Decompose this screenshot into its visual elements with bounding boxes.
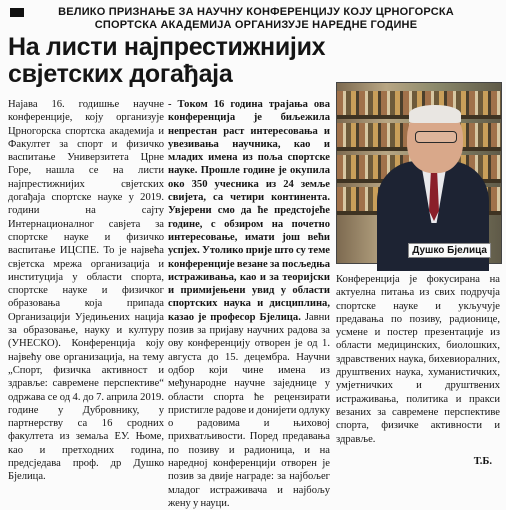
- headline: На листи најпрестижнијих свјетских догађаја: [8, 33, 326, 88]
- kicker: ВЕЛИКО ПРИЗНАЊЕ ЗА НАУЧНУ КОНФЕРЕНЦИЈУ КОЈУ ЦРНОГОРСКА СПОРТСКА АКАДЕМИЈА ОРГАНИЗУЈЕ НАРЕДНЕ ГОДИНЕ: [58, 6, 454, 31]
- article-column-2: [168, 98, 330, 509]
- portrait-photo: [336, 82, 502, 264]
- article-column-1: Најава 16. годишње научне конференције, коју организује Црногорска спортска академија и Факултет за спорт и физичко васпитање Универзитета Црне Горе, нашла се на листи најпрестижнијих свјетских догађаја спортске науке у 2019. години на сајту Интернационалног савјета за спортске науке и физичко васпитање ИЦСПЕ. То је највећа свјетска мрежа организација и институција у области спорта, спортске науке и физичког образовања која припада Организацији Уједињених нација за образовање, науку и културу (УНЕСКО). Конференција коју највећу ове организација, на тему „Спорт, физичка активност и здравље: савремене перспективе“ одржава се од 4. до 7. априла 2019. године у Дубровнику, у партнерству са 16 сродних факултета из земаља ЕУ. Њоме, као и претходних година, предсједава проф. др Душко Бјелица.: [8, 99, 164, 483]
- kicker-rule: [10, 8, 24, 17]
- quote-paragraph: - Током 16 година трајања ова конференција је биљежила непрестан раст интересовања и увезивања научника, као и младих имена из поља спортске науке. Прошле године је окупила око 350 учесника из 24 земље свијета, са четири континента. Увјерени смо да ће предстојеће године, с обзиром на почетно интересовање, имати још већи успјех. Утолико прије што су теме конференције везане за посљедња истраживања, као и за теоријски и примијењени увид у области спортских наука и дисциплина, казао је професор Бјелица.: [168, 99, 330, 323]
- article-column-3: Конференција је фокусирана на актуелна питања из свих подручја спортске науке и укључује предавања по позиву, радионице, усмене и постер презентације из области медицинских, биолошких, здравствених наука, бихевиоралних, друштвених наука, хуманистичких, умјетничких и друштвених истраживања, политика и пракси везаних за савремене перспективе спорта, физичке активности и здравље.: [336, 274, 500, 445]
- author-initials: Т.Б.: [473, 456, 492, 467]
- photo-caption: Душко Бјелица: [408, 243, 491, 258]
- body-paragraph: Јавни позив за пријаву научних радова за ову конференцију отворен је од 1. августа до 15. децембра. Научни одбор који чине имена из међународне научне заједнице у области спорта ће рецензирати пристигле радове и донијети одлуку о радовима и њиховој прихватљивости. Поред предавања по позиву и радионица, и на наредној конференцији отворен је позив за двије награде: за најбољег младог истраживача и најбољу жену у науци.: [168, 311, 330, 509]
